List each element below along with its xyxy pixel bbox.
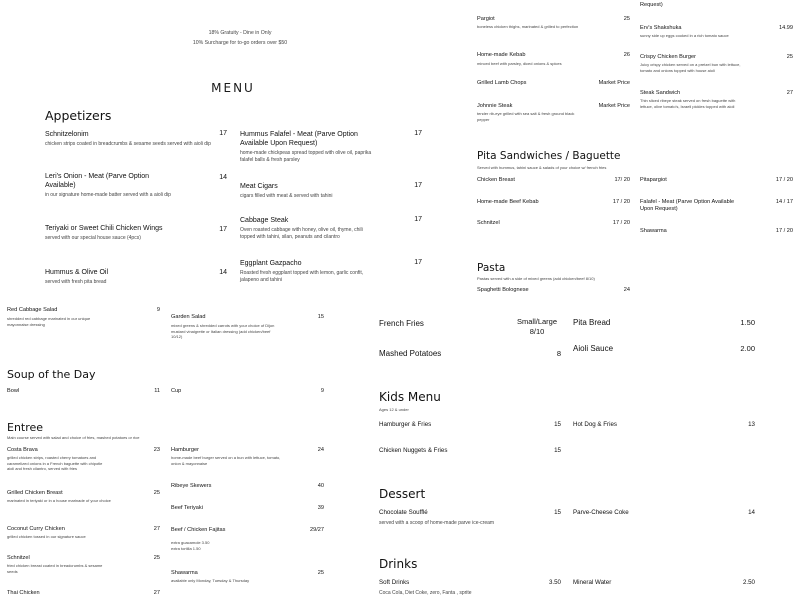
pasta-heading: Pasta bbox=[477, 262, 506, 274]
item-name: Garden Salad bbox=[171, 314, 206, 320]
pita-item bbox=[640, 228, 793, 235]
item-name: Johnnie Steak bbox=[477, 103, 513, 109]
main-item bbox=[640, 0, 793, 10]
item-price: 23 bbox=[153, 447, 160, 453]
item-price: 17 / 20 bbox=[612, 220, 630, 226]
item-desc: in our signature home-made batter served with a aioli dip bbox=[45, 192, 171, 199]
item-name: Pargiot bbox=[477, 16, 495, 22]
entree-item bbox=[171, 570, 324, 584]
item-name: Soft Drinks bbox=[379, 579, 410, 586]
pita-item bbox=[477, 177, 630, 184]
item-name: Coconut Curry Chicken bbox=[7, 526, 65, 532]
entree-heading: Entree bbox=[7, 421, 44, 434]
item-name: Steak Sandwich bbox=[640, 90, 681, 96]
item-name: Hamburger bbox=[171, 447, 199, 453]
entree-item bbox=[7, 590, 160, 597]
item-desc: served with our special house sauce (4pcs) bbox=[45, 235, 141, 242]
item-price: 11 bbox=[154, 388, 160, 394]
item-price: 2.00 bbox=[740, 344, 755, 353]
item-price: 15 bbox=[317, 314, 324, 320]
item-price: Market Price bbox=[598, 103, 630, 109]
item-price: 3.50 bbox=[548, 579, 561, 586]
item-name: Shawarma bbox=[171, 570, 198, 576]
item-name: Grilled Chicken Breast bbox=[7, 490, 63, 496]
item-desc: marinated in teriyaki or in a house marinade of your choice bbox=[7, 498, 111, 504]
entree-item bbox=[7, 526, 160, 540]
entree-item bbox=[171, 505, 324, 512]
main-item bbox=[477, 16, 630, 30]
item-name: Hummus Falafel - Meat (Parve Option Available Upon Request) bbox=[240, 131, 358, 148]
appetizer-item bbox=[45, 224, 227, 242]
item-name: Crispy Chicken Burger bbox=[640, 54, 696, 60]
item-price: 14 bbox=[219, 174, 227, 181]
item-price: 14 / 17 bbox=[775, 199, 793, 205]
item-name: Costa Brava bbox=[7, 447, 38, 453]
item-desc: shredded red cabbage marinated in our unique mayonnaise dressing bbox=[7, 316, 91, 327]
item-name: Request) bbox=[640, 2, 663, 9]
item-name: Teriyaki or Sweet Chili Chicken Wings bbox=[45, 225, 163, 232]
side-item bbox=[573, 344, 755, 354]
item-price: 17/ 20 bbox=[614, 177, 630, 183]
pita-item bbox=[640, 199, 793, 214]
entree-subtitle: Main course served with salad and choice of fries, mashed potatoes or rice bbox=[7, 435, 140, 440]
item-price: 17 bbox=[414, 130, 422, 137]
salad-item bbox=[7, 307, 160, 327]
item-price: 9 bbox=[156, 307, 160, 313]
item-price: 17 bbox=[414, 182, 422, 189]
appetizer-item bbox=[240, 216, 422, 242]
item-name: Thai Chicken bbox=[7, 590, 40, 596]
item-price: 17 bbox=[414, 259, 422, 266]
item-desc: Thin sliced ribeye steak served on fresh baguette with lettuce, olive tomato's, Israeli pickles topped with aioli bbox=[640, 98, 736, 109]
item-desc: Coca Cola, Diet Coke, zero, Fanta , sprite bbox=[379, 590, 472, 597]
item-name: Mashed Potatoes bbox=[379, 349, 442, 358]
item-desc: boneless chicken thighs, marinated & grilled to perfection bbox=[477, 24, 579, 30]
item-price: 14.99 bbox=[779, 25, 793, 31]
item-price: 1.50 bbox=[740, 318, 755, 327]
entree-item bbox=[7, 555, 160, 574]
item-name: Schnitzel bbox=[7, 555, 30, 561]
item-price: 8 bbox=[556, 349, 561, 358]
main-item bbox=[640, 25, 793, 39]
pita-heading: Pita Sandwiches / Baguette bbox=[477, 150, 621, 162]
item-price: 27 bbox=[153, 590, 160, 596]
pasta-item bbox=[477, 287, 630, 294]
item-name: Shawarma bbox=[640, 228, 667, 234]
appetizer-item bbox=[45, 172, 227, 199]
entree-item bbox=[171, 483, 324, 490]
drink-item bbox=[379, 579, 561, 598]
item-name: Home-made Kebab bbox=[477, 52, 526, 58]
item-name: Schnitzel bbox=[477, 220, 500, 226]
item-desc: Roasted fresh eggplant topped with lemon, garlic confit, jalapeno and tahini bbox=[240, 270, 364, 284]
item-price: 40 bbox=[317, 483, 324, 489]
item-name: Falafel - Meat (Parve Option Available Upon Request) bbox=[640, 199, 735, 213]
menu-title: MENU bbox=[211, 81, 255, 95]
item-price: 29/27 bbox=[310, 527, 324, 533]
item-desc: Juicy crispy chicken served on a pretzel bun with lettuce, tomato and onions topped with house aioli bbox=[640, 62, 741, 73]
appetizer-item bbox=[45, 268, 227, 286]
side-item bbox=[573, 318, 755, 328]
item-desc: tender rib-eye grilled with sea salt & fresh ground black pepper bbox=[477, 111, 575, 122]
item-price: 15 bbox=[554, 421, 561, 428]
item-desc: home-made chickpeas spread topped with olive oil, paprika falafel balls & fresh parsley bbox=[240, 150, 372, 164]
kids-heading: Kids Menu bbox=[379, 390, 441, 404]
item-desc: chicken strips coated in breadcrumbs & sesame seeds served with aioli dip bbox=[45, 141, 211, 148]
appetizer-item bbox=[45, 130, 227, 148]
item-price: 9 bbox=[320, 388, 324, 394]
item-price: 25 bbox=[153, 555, 160, 561]
pita-item bbox=[477, 199, 630, 206]
pasta-subtitle: Pastas served with a side of mixed greens (add chicken/beef 8/10) bbox=[477, 276, 595, 281]
surcharge-line: 10% Surcharge for to-go orders over $50 bbox=[192, 39, 288, 46]
drinks-heading: Drinks bbox=[379, 557, 418, 571]
kids-item bbox=[379, 421, 561, 429]
item-desc: cigars filled with meat & served with tahini bbox=[240, 193, 333, 200]
item-desc: Oven roasted cabbage with honey, olive oil, thyme, chili topped with tahini, silan, peanuts and cilantro bbox=[240, 227, 363, 241]
item-name: Red Cabbage Salad bbox=[7, 307, 58, 313]
kids-item bbox=[573, 421, 755, 429]
dessert-item bbox=[573, 509, 755, 517]
appetizer-item bbox=[240, 182, 422, 200]
item-desc: served with fresh pita bread bbox=[45, 279, 107, 286]
item-price: 24 bbox=[623, 287, 630, 293]
item-desc: served with a scoop of home-made parve ice-cream bbox=[379, 520, 495, 527]
soup-cup bbox=[171, 388, 324, 395]
item-name: Leri's Onion - Meat (Parve Option Available) bbox=[45, 173, 150, 190]
item-price: 17 bbox=[219, 226, 227, 233]
dessert-heading: Dessert bbox=[379, 487, 426, 501]
item-desc: home-made beef burger served on a bun with lettuce, tomato, onion & mayonnaise bbox=[171, 455, 281, 466]
appetizer-item bbox=[240, 259, 422, 285]
item-price: 2.50 bbox=[742, 579, 755, 586]
item-price: Market Price bbox=[598, 80, 630, 86]
pita-item bbox=[640, 177, 793, 184]
item-price: 25 bbox=[623, 16, 630, 22]
item-name: Spaghetti Bolognese bbox=[477, 287, 529, 293]
item-name: Erv's Shakshuka bbox=[640, 25, 682, 31]
item-price: 17 / 20 bbox=[775, 177, 793, 183]
entree-item bbox=[7, 447, 160, 472]
item-desc: mixed greens & shredded carrots with your choice of Dijon mustard vinaigrette or Italian dressing (add chicken/beef 10/12) bbox=[171, 323, 275, 340]
item-desc: fried chicken breast coated in breadcrumbs & sesame seeds bbox=[7, 563, 103, 574]
item-name: Ribeye Skewers bbox=[171, 483, 212, 489]
item-price: 27 bbox=[786, 90, 793, 96]
gratuity-notice bbox=[150, 29, 330, 49]
item-price: 25 bbox=[786, 54, 793, 60]
item-name: Bowl bbox=[7, 388, 20, 394]
item-price: 13 bbox=[748, 421, 755, 428]
item-name: Aioli Sauce bbox=[573, 344, 614, 353]
kids-item bbox=[379, 447, 561, 455]
item-price: 27 bbox=[153, 526, 160, 532]
entree-item bbox=[171, 527, 324, 551]
appetizers-heading: Appetizers bbox=[45, 108, 112, 123]
item-name: Beef Teriyaki bbox=[171, 505, 203, 511]
item-name: Pitapargiot bbox=[640, 177, 667, 183]
item-name: Grilled Lamb Chops bbox=[477, 80, 527, 86]
item-name: Hummus & Olive Oil bbox=[45, 269, 109, 276]
entree-item bbox=[7, 490, 160, 504]
side-item bbox=[379, 317, 561, 336]
item-name: Schnitzelonim bbox=[45, 131, 89, 138]
item-name: Beef / Chicken Fajitas bbox=[171, 527, 226, 533]
pita-subtitle: Served with hummus, tahini sauce & salads of your choice w/ french fries bbox=[477, 165, 607, 170]
item-price: 15 bbox=[554, 509, 561, 516]
item-price: 26 bbox=[623, 52, 630, 58]
item-price: 14 bbox=[219, 269, 227, 276]
main-item bbox=[477, 80, 630, 87]
item-name: Cabbage Steak bbox=[240, 217, 289, 224]
item-price: 17 / 20 bbox=[612, 199, 630, 205]
item-name: Chicken Nuggets & Fries bbox=[379, 447, 448, 454]
main-item bbox=[477, 52, 630, 67]
entree-item bbox=[171, 447, 324, 466]
item-name: French Fries bbox=[379, 319, 424, 328]
gratuity-line: 18% Gratuity - Dine in Only bbox=[208, 30, 272, 36]
drink-item bbox=[573, 579, 755, 587]
item-name: Home-made Beef Kebab bbox=[477, 199, 539, 205]
soup-bowl bbox=[7, 388, 160, 395]
item-price: 17 bbox=[414, 216, 422, 223]
item-price: 24 bbox=[317, 447, 324, 453]
appetizer-item bbox=[240, 130, 422, 165]
item-price: 15 bbox=[554, 447, 561, 454]
item-name: Mineral Water bbox=[573, 579, 612, 586]
soup-heading: Soup of the Day bbox=[7, 368, 96, 381]
item-name: Pita Bread bbox=[573, 318, 611, 327]
item-price: 17 / 20 bbox=[775, 228, 793, 234]
kids-subtitle: Ages 12 & under bbox=[379, 407, 409, 412]
main-item bbox=[640, 54, 793, 73]
main-item bbox=[477, 103, 630, 122]
item-price: 14 bbox=[748, 509, 755, 516]
item-name: Hot Dog & Fries bbox=[573, 421, 618, 428]
item-name: Chocolate Soufflé bbox=[379, 509, 428, 516]
item-name: Cup bbox=[171, 388, 182, 394]
item-desc: sunny side up eggs cooked in a rich tomato sauce bbox=[640, 33, 729, 39]
item-desc: extra guacamole 3.50 extra tortilla 1.50 bbox=[171, 540, 210, 551]
side-item bbox=[379, 349, 561, 359]
item-price: Small/Large 8/10 bbox=[516, 317, 558, 336]
salad-item bbox=[171, 314, 324, 340]
item-name: Eggplant Gazpacho bbox=[240, 260, 302, 267]
item-price: 25 bbox=[317, 570, 324, 576]
pita-item bbox=[477, 220, 630, 227]
item-name: Meat Cigars bbox=[240, 183, 278, 190]
item-name: Parve-Cheese Coke bbox=[573, 509, 629, 516]
item-desc: grilled chicken tossed in our signature sauce bbox=[7, 534, 86, 540]
dessert-item bbox=[379, 509, 561, 528]
main-item bbox=[640, 90, 793, 109]
item-name: Hamburger & Fries bbox=[379, 421, 432, 428]
item-price: 25 bbox=[153, 490, 160, 496]
item-price: 17 bbox=[219, 130, 227, 137]
item-desc: grilled chicken strips, roasted cherry tomatoes and caramelized onions in a French baguette with chipotle aioli and fresh cilantro, served with fries bbox=[7, 455, 103, 472]
item-price: 39 bbox=[317, 505, 324, 511]
item-desc: minced beef with parsley, diced onions & spices bbox=[477, 61, 562, 67]
item-name: Chicken Breast bbox=[477, 177, 515, 183]
item-desc: available only Monday, Tuesday & Thursday bbox=[171, 578, 250, 584]
